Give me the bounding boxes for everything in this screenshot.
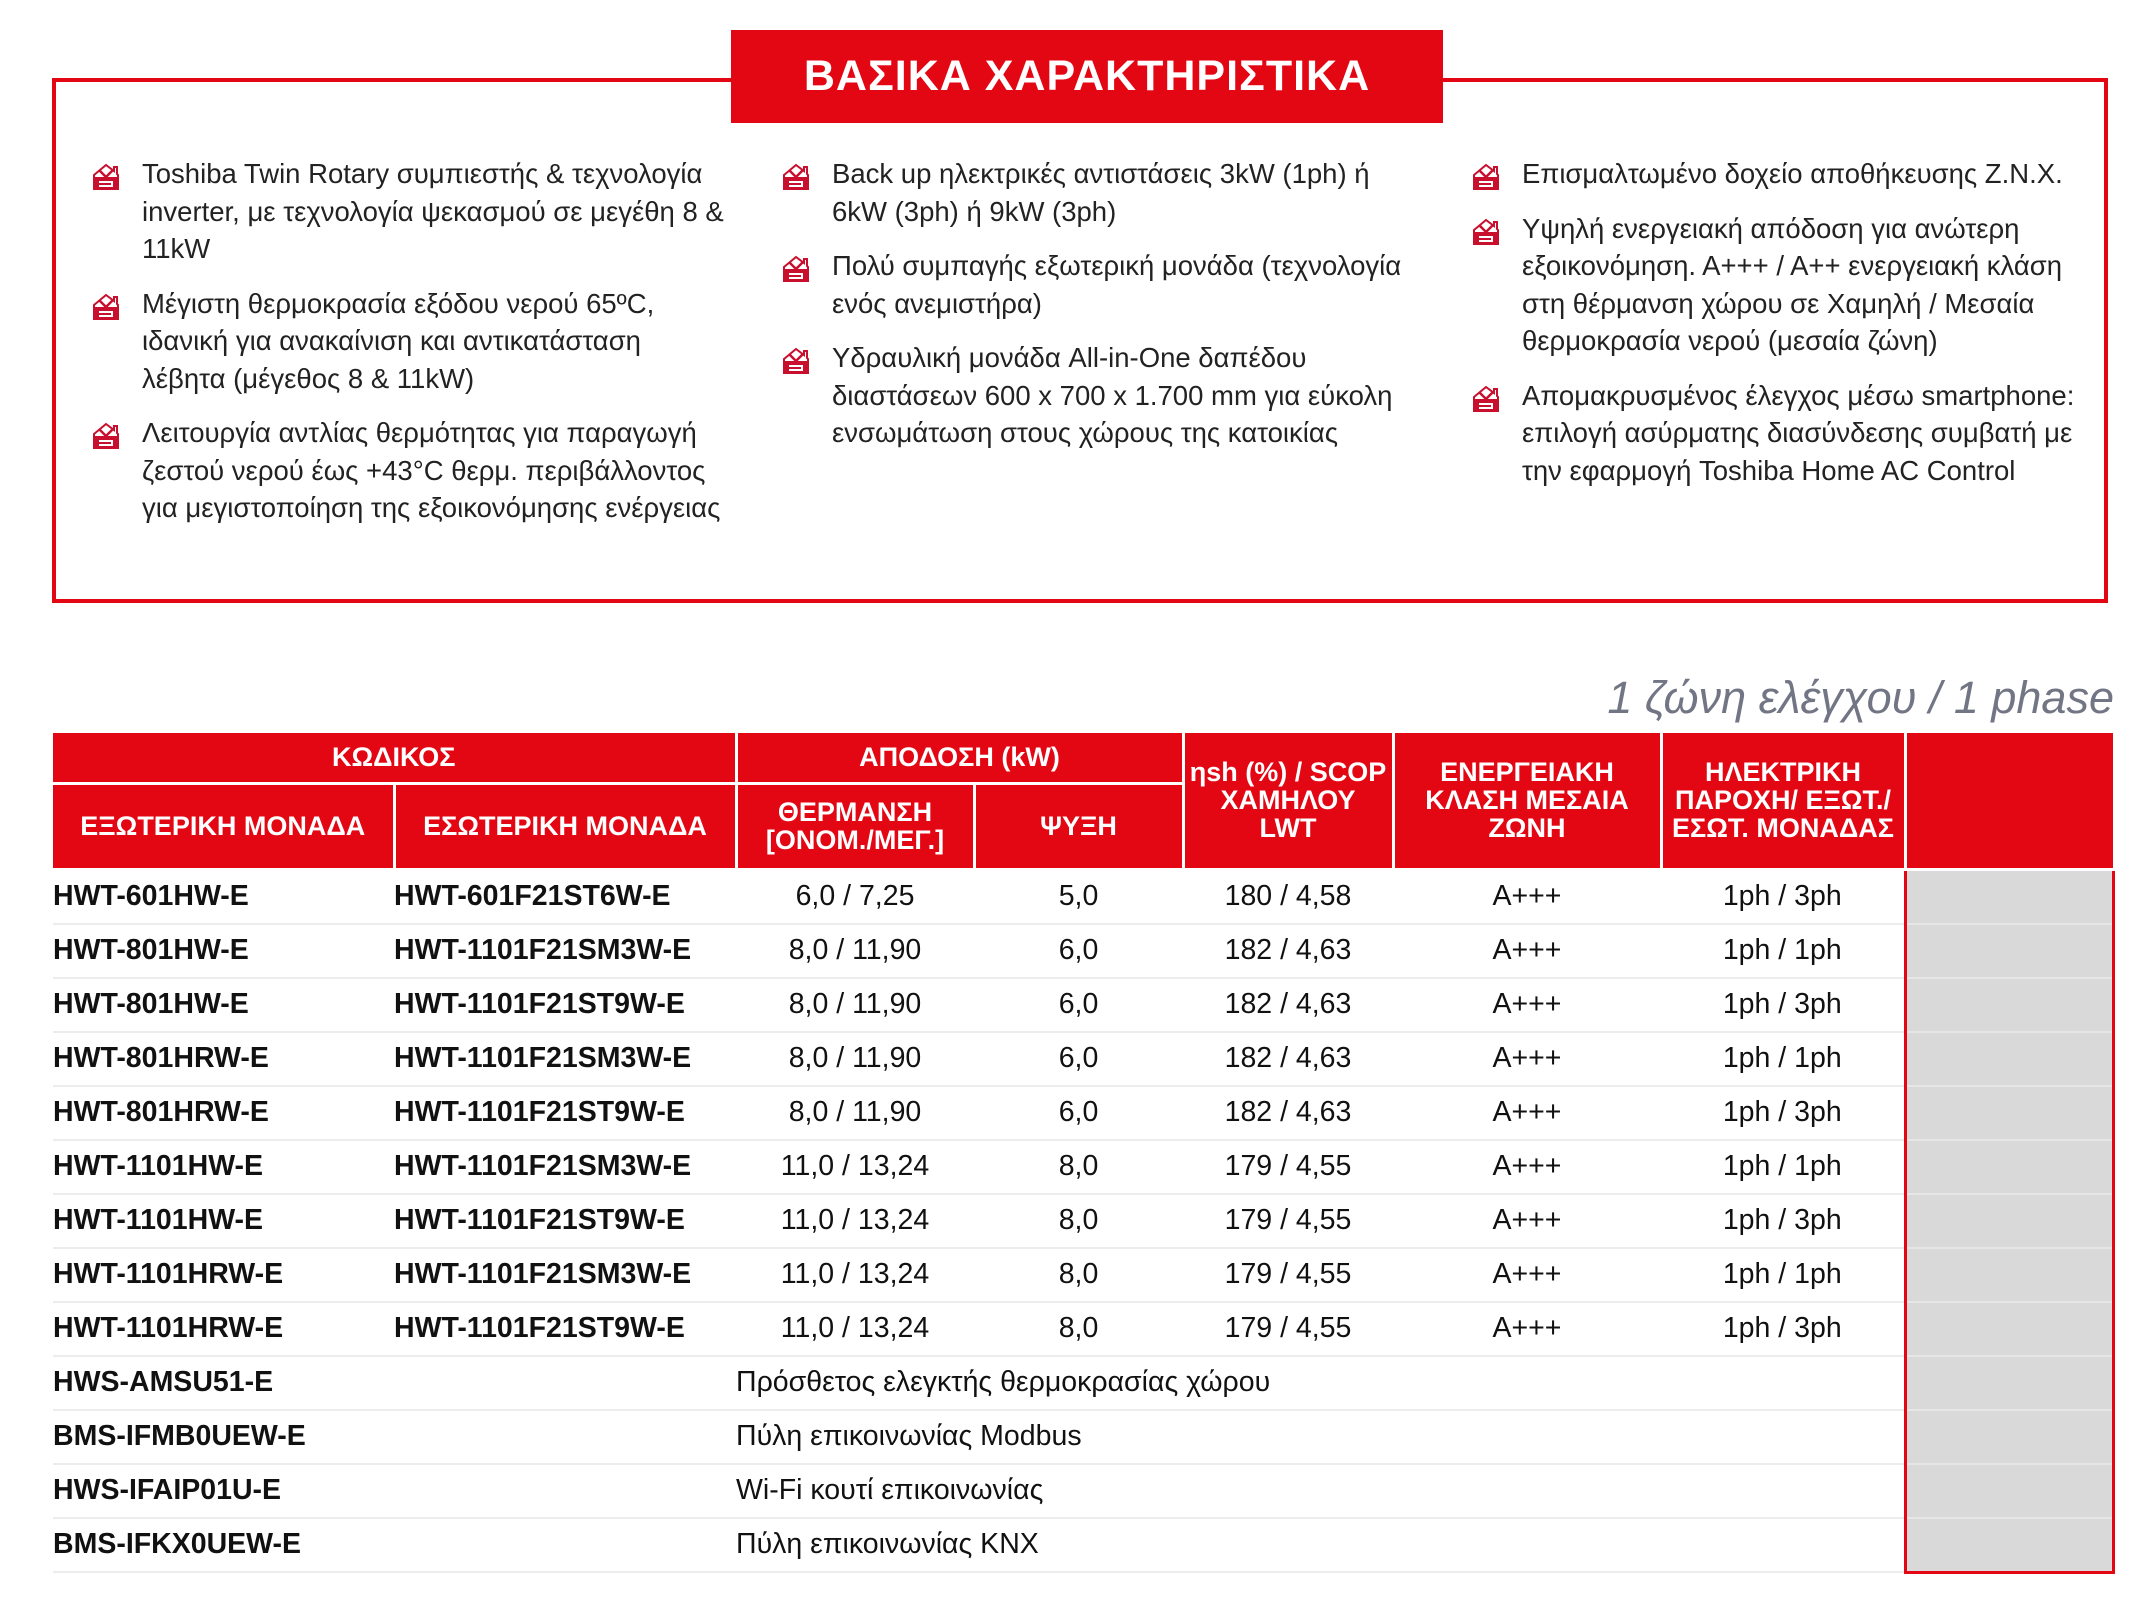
scop-value: 179 / 4,55 (1183, 1302, 1393, 1356)
indoor-code: HWT-1101F21SM3W-E (394, 1140, 736, 1194)
accessory-description: Πύλη επικοινωνίας Modbus (736, 1410, 1905, 1464)
table-row (53, 924, 2113, 978)
spec-table (53, 733, 2115, 1574)
accessory-row (53, 1356, 2113, 1410)
scop-value: 179 / 4,55 (1183, 1194, 1393, 1248)
header-outdoor: ΕΞΩΤΕΡΙΚΗ ΜΟΝΑΔΑ (53, 783, 394, 869)
feature-text: Toshiba Twin Rotary συμπιεστής & τεχνολογία inverter, με τεχνολογία ψεκασμού σε μεγέθη 8 & 11kW (142, 158, 724, 264)
features-title: ΒΑΣΙΚΑ ΧΑΡΑΚΤΗΡΙΣΤΙΚΑ (803, 52, 1371, 100)
feature-item (780, 155, 1420, 230)
cooling-value: 6,0 (974, 1086, 1183, 1140)
heat-pump-house-icon (90, 161, 122, 191)
heating-value: 11,0 / 13,24 (736, 1302, 974, 1356)
indoor-code: HWT-1101F21ST9W-E (394, 1086, 736, 1140)
price-cell (1905, 924, 2113, 978)
outdoor-code: HWT-801HW-E (53, 924, 394, 978)
accessory-code: HWS-IFAIP01U-E (53, 1464, 736, 1518)
price-cell (1905, 1032, 2113, 1086)
indoor-code: HWT-1101F21SM3W-E (394, 1032, 736, 1086)
scop-value: 179 / 4,55 (1183, 1248, 1393, 1302)
accessory-code: BMS-IFMB0UEW-E (53, 1410, 736, 1464)
scop-value: 182 / 4,63 (1183, 978, 1393, 1032)
accessory-description: Wi-Fi κουτί επικοινωνίας (736, 1464, 1905, 1518)
header-price (1905, 733, 2113, 869)
heat-pump-house-icon (90, 420, 122, 450)
table-row (53, 1248, 2113, 1302)
power-supply-value: 1ph / 3ph (1661, 1302, 1905, 1356)
power-supply-value: 1ph / 3ph (1661, 869, 1905, 924)
accessory-row (53, 1518, 2113, 1573)
scop-value: 179 / 4,55 (1183, 1140, 1393, 1194)
price-cell (1905, 1410, 2113, 1464)
heating-value: 8,0 / 11,90 (736, 1032, 974, 1086)
feature-item (780, 339, 1420, 452)
price-cell (1905, 978, 2113, 1032)
power-supply-value: 1ph / 1ph (1661, 1140, 1905, 1194)
outdoor-code: HWT-1101HRW-E (53, 1248, 394, 1302)
outdoor-code: HWT-1101HW-E (53, 1140, 394, 1194)
header-code-group: ΚΩΔΙΚΟΣ (53, 733, 736, 783)
cooling-value: 6,0 (974, 1032, 1183, 1086)
cooling-value: 8,0 (974, 1140, 1183, 1194)
indoor-code: HWT-1101F21ST9W-E (394, 1302, 736, 1356)
power-supply-value: 1ph / 3ph (1661, 978, 1905, 1032)
price-cell (1905, 1194, 2113, 1248)
outdoor-code: HWT-801HW-E (53, 978, 394, 1032)
accessory-description: Πρόσθετος ελεγκτής θερμοκρασίας χώρου (736, 1356, 1905, 1410)
heat-pump-house-icon (1470, 161, 1502, 191)
features-column-3 (1470, 155, 2100, 506)
header-energy-class: ΕΝΕΡΓΕΙΑΚΗ ΚΛΑΣΗ ΜΕΣΑΙΑ ΖΩΝΗ (1393, 733, 1661, 869)
price-cell (1905, 1518, 2113, 1573)
power-supply-value: 1ph / 1ph (1661, 1032, 1905, 1086)
table-subtitle: 1 ζώνη ελέγχου / 1 phase (1607, 672, 2114, 723)
energy-class-value: A+++ (1393, 1194, 1661, 1248)
energy-class-value: A+++ (1393, 1032, 1661, 1086)
indoor-code: HWT-1101F21ST9W-E (394, 978, 736, 1032)
power-supply-value: 1ph / 1ph (1661, 924, 1905, 978)
energy-class-value: A+++ (1393, 1140, 1661, 1194)
cooling-value: 8,0 (974, 1302, 1183, 1356)
feature-item (1470, 155, 2100, 193)
accessory-code: BMS-IFKX0UEW-E (53, 1518, 736, 1573)
energy-class-value: A+++ (1393, 1302, 1661, 1356)
energy-class-value: A+++ (1393, 978, 1661, 1032)
accessory-code: HWS-AMSU51-E (53, 1356, 736, 1410)
table-row (53, 1032, 2113, 1086)
accessory-row (53, 1464, 2113, 1518)
price-cell (1905, 1356, 2113, 1410)
table-row (53, 1086, 2113, 1140)
heating-value: 11,0 / 13,24 (736, 1248, 974, 1302)
price-cell (1905, 1086, 2113, 1140)
price-cell (1905, 1302, 2113, 1356)
heating-value: 8,0 / 11,90 (736, 1086, 974, 1140)
price-cell (1905, 1140, 2113, 1194)
indoor-code: HWT-601F21ST6W-E (394, 869, 736, 924)
energy-class-value: A+++ (1393, 1086, 1661, 1140)
heat-pump-house-icon (780, 161, 812, 191)
header-indoor: ΕΣΩΤΕΡΙΚΗ ΜΟΝΑΔΑ (394, 783, 736, 869)
heat-pump-house-icon (1470, 383, 1502, 413)
energy-class-value: A+++ (1393, 869, 1661, 924)
heating-value: 8,0 / 11,90 (736, 978, 974, 1032)
header-heating: ΘΕΡΜΑΝΣΗ [ΟΝΟΜ./ΜΕΓ.] (736, 783, 974, 869)
header-power-supply: ΗΛΕΚΤΡΙΚΗ ΠΑΡΟΧΗ/ ΕΞΩΤ./ΕΣΩΤ. ΜΟΝΑΔΑΣ (1661, 733, 1905, 869)
indoor-code: HWT-1101F21SM3W-E (394, 1248, 736, 1302)
header-cooling: ΨΥΞΗ (974, 783, 1183, 869)
accessory-row (53, 1410, 2113, 1464)
feature-text: Επισμαλτωμένο δοχείο αποθήκευσης Ζ.Ν.Χ. (1522, 158, 2063, 189)
cooling-value: 5,0 (974, 869, 1183, 924)
heating-value: 11,0 / 13,24 (736, 1194, 974, 1248)
power-supply-value: 1ph / 3ph (1661, 1194, 1905, 1248)
table-row (53, 869, 2113, 924)
feature-item (90, 414, 730, 527)
feature-text: Υδραυλική μονάδα All-in-One δαπέδου διαστάσεων 600 x 700 x 1.700 mm για εύκολη ενσωμάτωση στους χώρους της κατοικίας (832, 342, 1393, 448)
feature-text: Υψηλή ενεργειακή απόδοση για ανώτερη εξοικονόμηση. Α+++ / Α++ ενεργειακή κλάση στη θέρμανση χώρου σε Χαμηλή / Μεσαία θερμοκρασία νερού (μεσαία ζώνη) (1522, 212, 2063, 356)
feature-text: Πολύ συμπαγής εξωτερική μονάδα (τεχνολογία ενός ανεμιστήρα) (832, 250, 1402, 319)
feature-text: Back up ηλεκτρικές αντιστάσεις 3kW (1ph) ή 6kW (3ph) ή 9kW (3ph) (832, 158, 1370, 227)
heat-pump-house-icon (780, 253, 812, 283)
cooling-value: 8,0 (974, 1194, 1183, 1248)
accessory-description: Πύλη επικοινωνίας KNX (736, 1518, 1905, 1573)
scop-value: 182 / 4,63 (1183, 1086, 1393, 1140)
scop-value: 182 / 4,63 (1183, 1032, 1393, 1086)
price-cell (1905, 869, 2113, 924)
feature-item (90, 285, 730, 398)
header-capacity-group: ΑΠΟΔΟΣΗ (kW) (736, 733, 1183, 783)
power-supply-value: 1ph / 3ph (1661, 1086, 1905, 1140)
energy-class-value: A+++ (1393, 924, 1661, 978)
heating-value: 6,0 / 7,25 (736, 869, 974, 924)
price-cell (1905, 1464, 2113, 1518)
cooling-value: 8,0 (974, 1248, 1183, 1302)
heat-pump-house-icon (780, 345, 812, 375)
scop-value: 180 / 4,58 (1183, 869, 1393, 924)
heating-value: 8,0 / 11,90 (736, 924, 974, 978)
table-row (53, 1302, 2113, 1356)
feature-item (90, 155, 730, 268)
outdoor-code: HWT-1101HRW-E (53, 1302, 394, 1356)
price-cell (1905, 1248, 2113, 1302)
table-row (53, 1194, 2113, 1248)
outdoor-code: HWT-601HW-E (53, 869, 394, 924)
outdoor-code: HWT-801HRW-E (53, 1032, 394, 1086)
table-row (53, 1140, 2113, 1194)
header-scop: ηsh (%) / SCOP ΧΑΜΗΛΟΥ LWT (1183, 733, 1393, 869)
cooling-value: 6,0 (974, 978, 1183, 1032)
scop-value: 182 / 4,63 (1183, 924, 1393, 978)
features-banner (731, 30, 1443, 123)
indoor-code: HWT-1101F21SM3W-E (394, 924, 736, 978)
heating-value: 11,0 / 13,24 (736, 1140, 974, 1194)
outdoor-code: HWT-801HRW-E (53, 1086, 394, 1140)
indoor-code: HWT-1101F21ST9W-E (394, 1194, 736, 1248)
table-row (53, 978, 2113, 1032)
power-supply-value: 1ph / 1ph (1661, 1248, 1905, 1302)
features-column-1 (90, 155, 730, 544)
outdoor-code: HWT-1101HW-E (53, 1194, 394, 1248)
feature-text: Λειτουργία αντλίας θερμότητας για παραγωγή ζεστού νερού έως +43°C θερμ. περιβάλλοντος για μεγιστοποίηση της εξοικονόμησης ενέργειας (142, 417, 721, 523)
feature-item (1470, 210, 2100, 360)
heat-pump-house-icon (1470, 216, 1502, 246)
heat-pump-house-icon (90, 291, 122, 321)
cooling-value: 6,0 (974, 924, 1183, 978)
feature-text: Απομακρυσμένος έλεγχος μέσω smartphone: επιλογή ασύρματης διασύνδεσης συμβατή με την εφαρμογή Toshiba Home AC Control (1522, 379, 2075, 486)
feature-text: Μέγιστη θερμοκρασία εξόδου νερού 65ºC, ιδανική για ανακαίνιση και αντικατάσταση λέβητα (μέγεθος 8 & 11kW) (142, 287, 655, 394)
features-column-2 (780, 155, 1420, 469)
feature-item (1470, 377, 2100, 490)
feature-item (780, 247, 1420, 322)
energy-class-value: A+++ (1393, 1248, 1661, 1302)
